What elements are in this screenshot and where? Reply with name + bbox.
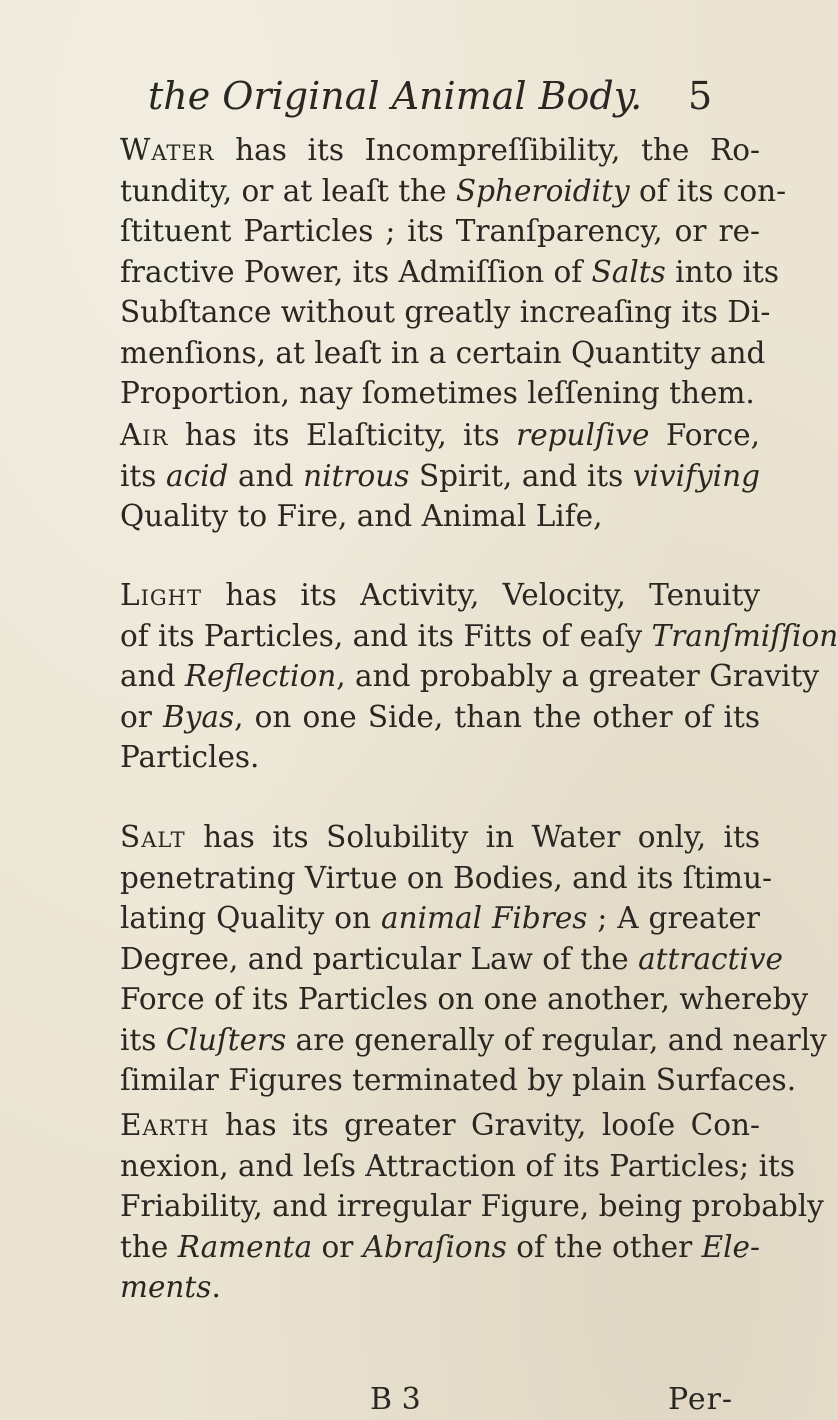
text-line: Force of its Particles on one another, whereby — [120, 982, 809, 1016]
text-line: Water has its Incompreſſibility, the Ro- — [120, 133, 760, 167]
text-line: its Cluſters are generally of regular, and nearly — [120, 1022, 827, 1057]
text-line: ſimilar Figures terminated by plain Surfaces. — [120, 1063, 797, 1097]
text-line: menſions, at leaſt in a certain Quantity and — [120, 335, 766, 370]
text-line: nexion, and leſs Attraction of its Particles; its — [120, 1148, 796, 1183]
lead-word: Air — [120, 418, 169, 452]
text-line: Particles. — [120, 740, 260, 774]
lead-word: Salt — [120, 820, 186, 854]
text-line: and Reflection, and probably a greater Gravity — [120, 659, 820, 693]
text-line: the Ramenta or Abraſions of the other Ele- — [120, 1229, 760, 1264]
text-line: Salt has its Solubility in Water only, its — [120, 820, 760, 854]
text-line: ſtituent Particles ; its Tranſparency, or re- — [120, 214, 760, 248]
text-line: or Byas, on one Side, than the other of its — [120, 699, 760, 734]
text-line: fractive Power, its Admiſſion of Salts into its — [120, 254, 779, 289]
text-line: Light has its Activity, Velocity, Tenuity — [120, 578, 760, 612]
running-head — [148, 70, 713, 122]
text-line: of its Particles, and its Fitts of eaſy Tranſmiſſion — [120, 618, 838, 653]
text-line: tundity, or at leaſt the Spheroidity of its con- — [120, 173, 787, 208]
text-line: lating Quality on animal Fibres ; A greater — [120, 901, 761, 935]
catchword: Per- — [668, 1382, 734, 1417]
lead-word: Earth — [120, 1108, 210, 1142]
page-footer — [0, 1382, 800, 1418]
paragraph-salt — [120, 817, 827, 1101]
text-line: ments. — [120, 1270, 221, 1304]
paragraph-earth — [120, 1105, 824, 1308]
text-line: Proportion, nay ſometimes leſſening them. — [120, 376, 755, 410]
text-line: penetrating Virtue on Bodies, and its ſtimu- — [120, 860, 772, 895]
text-line: Friability, and irregular Figure, being probably — [120, 1189, 824, 1223]
signature-mark: B 3 — [370, 1382, 421, 1417]
paragraph-water — [120, 130, 787, 414]
text-line: Quality to Fire, and Animal Life, — [120, 499, 603, 533]
lead-word: Water — [120, 133, 215, 167]
running-title: the Original Animal Body. — [148, 74, 643, 118]
paragraph-light — [120, 575, 838, 778]
lead-word: Light — [120, 578, 202, 612]
text-line: its acid and nitrous Spirit, and its vivifying — [120, 458, 760, 493]
text-line: Degree, and particular Law of the attractive — [120, 941, 783, 976]
page-number: 5 — [688, 74, 713, 118]
text-line: Subſtance without greatly increaſing its Di- — [120, 295, 771, 329]
paragraph-air — [120, 415, 760, 537]
text-line: Earth has its greater Gravity, looſe Con- — [120, 1108, 760, 1142]
text-line: Air has its Elaſticity, its repulſive Force, — [120, 418, 761, 452]
